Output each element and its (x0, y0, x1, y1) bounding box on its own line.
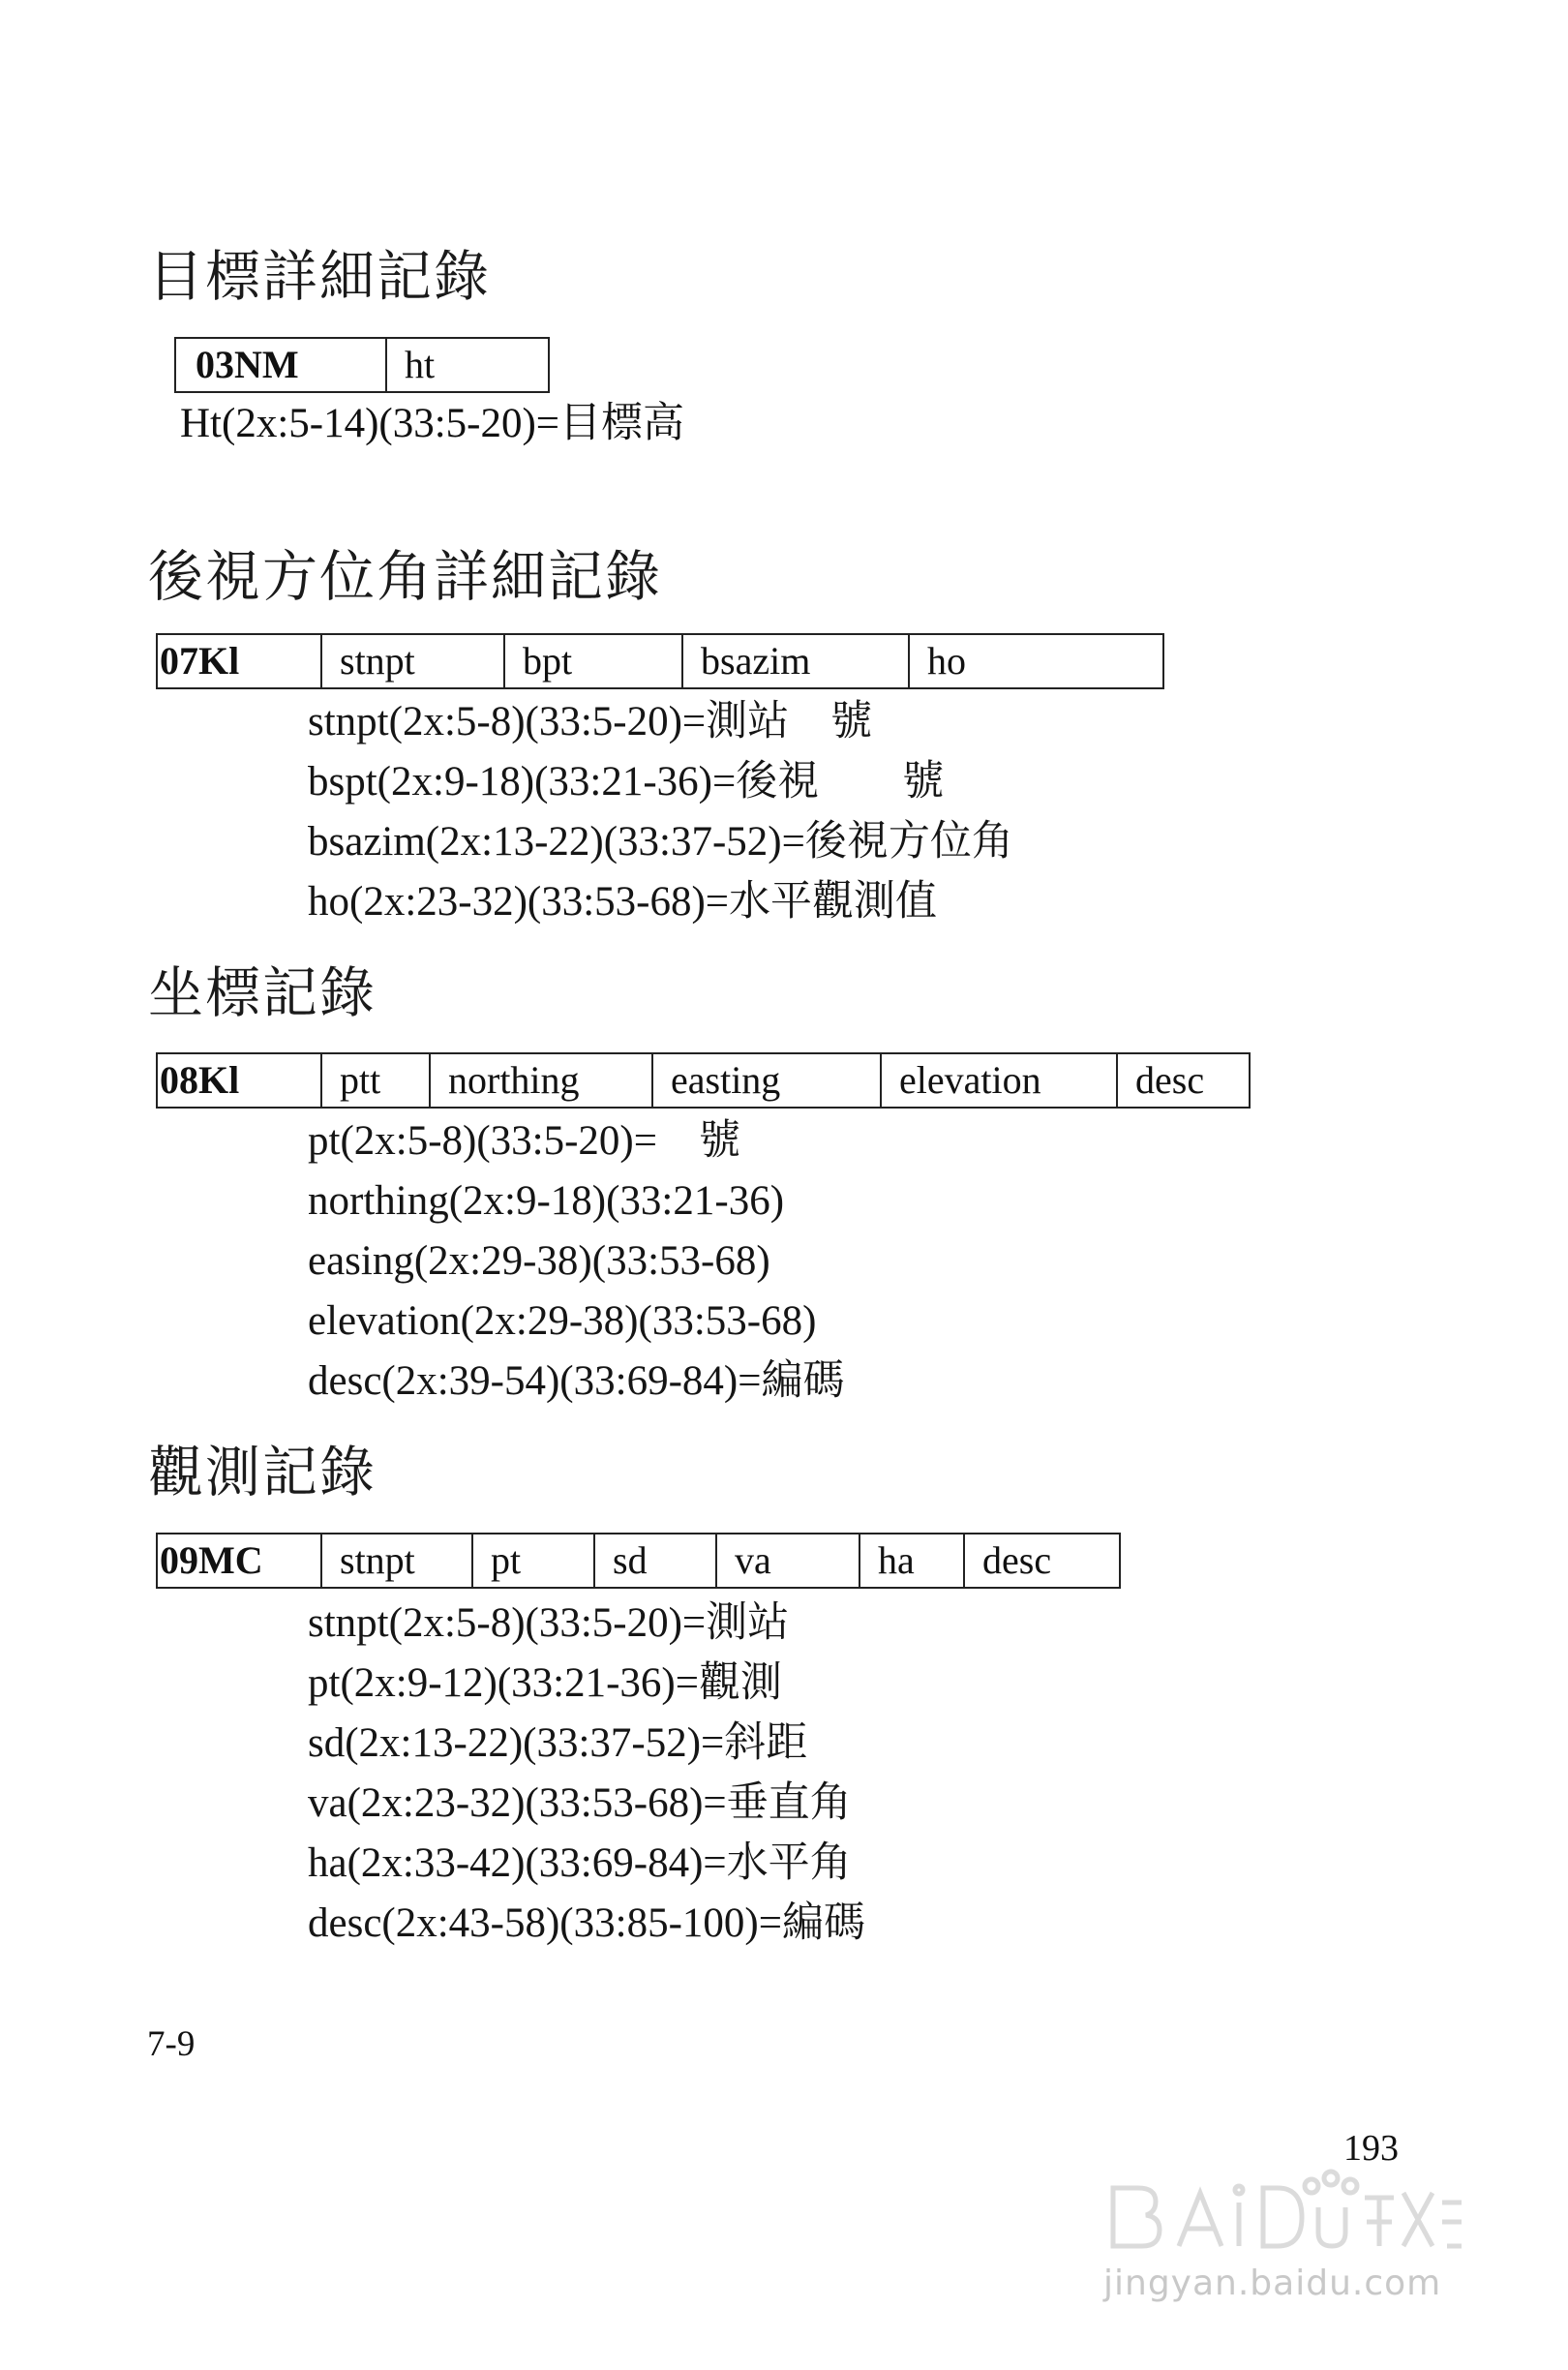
field-description: ha(2x:33-42)(33:69-84)=水平角 (308, 1840, 852, 1886)
record-code: 07Kl (158, 635, 322, 687)
field-description: northing(2x:9-18)(33:21-36) (308, 1178, 785, 1224)
record-field: va (717, 1534, 860, 1587)
field-description: desc(2x:43-58)(33:85-100)=編碼 (308, 1900, 865, 1946)
record-table-07Kl (156, 633, 1164, 689)
record-field: stnpt (322, 635, 505, 687)
baidu-jingyan-logo-icon (1103, 2169, 1471, 2256)
record-field: elevation (882, 1054, 1118, 1107)
record-table-03NM (174, 337, 550, 393)
section-heading-coordinate: 坐標記錄 (148, 961, 377, 1025)
field-description: easing(2x:29-38)(33:53-68) (308, 1238, 770, 1284)
field-description: va(2x:23-32)(33:53-68)=垂直角 (308, 1780, 852, 1826)
field-description: ho(2x:23-32)(33:53-68)=水平觀測值 (308, 879, 938, 925)
section-heading-backsight-azimuth: 後視方位角詳細記錄 (148, 545, 662, 609)
record-field: ptt (322, 1054, 431, 1107)
record-code: 09MC (158, 1534, 322, 1587)
record-field: easting (653, 1054, 882, 1107)
section-heading-target-detail: 目標詳細記錄 (148, 245, 491, 309)
field-description: desc(2x:39-54)(33:69-84)=編碼 (308, 1358, 845, 1404)
record-field: pt (473, 1534, 595, 1587)
field-description: stnpt(2x:5-8)(33:5-20)=測站 (308, 1600, 790, 1646)
record-field: bpt (505, 635, 683, 687)
record-field: ht (405, 343, 436, 386)
record-field: ho (927, 639, 966, 683)
record-description: Ht(2x:5-14)(33:5-20)=目標高 (180, 401, 685, 446)
record-field: northing (431, 1054, 653, 1107)
field-description: stnpt(2x:5-8)(33:5-20)=測站 號 (308, 699, 873, 744)
field-description: bsazim(2x:13-22)(33:37-52)=後視方位角 (308, 819, 1013, 865)
field-description: bspt(2x:9-18)(33:21-36)=後視 號 (308, 759, 945, 805)
field-description: sd(2x:13-22)(33:37-52)=斜距 (308, 1720, 808, 1766)
field-description: elevation(2x:29-38)(33:53-68) (308, 1298, 817, 1344)
page-number: 193 (1343, 2128, 1399, 2169)
record-table-09MC (156, 1533, 1121, 1589)
field-description: pt(2x:5-8)(33:5-20)= 號 (308, 1118, 741, 1164)
record-table-08Kl (156, 1052, 1251, 1109)
record-field: sd (595, 1534, 717, 1587)
record-field: ha (860, 1534, 965, 1587)
watermark-url: jingyan.baidu.com (1103, 2264, 1442, 2303)
record-field: desc (1135, 1058, 1205, 1102)
record-field: stnpt (322, 1534, 473, 1587)
section-heading-observation: 觀測記錄 (148, 1441, 377, 1504)
record-code: 03NM (176, 339, 387, 391)
chapter-page-label: 7-9 (147, 2024, 196, 2064)
field-description: pt(2x:9-12)(33:21-36)=觀測 (308, 1660, 783, 1706)
record-field: bsazim (683, 635, 910, 687)
record-code: 08Kl (158, 1054, 322, 1107)
record-field: desc (982, 1538, 1052, 1582)
